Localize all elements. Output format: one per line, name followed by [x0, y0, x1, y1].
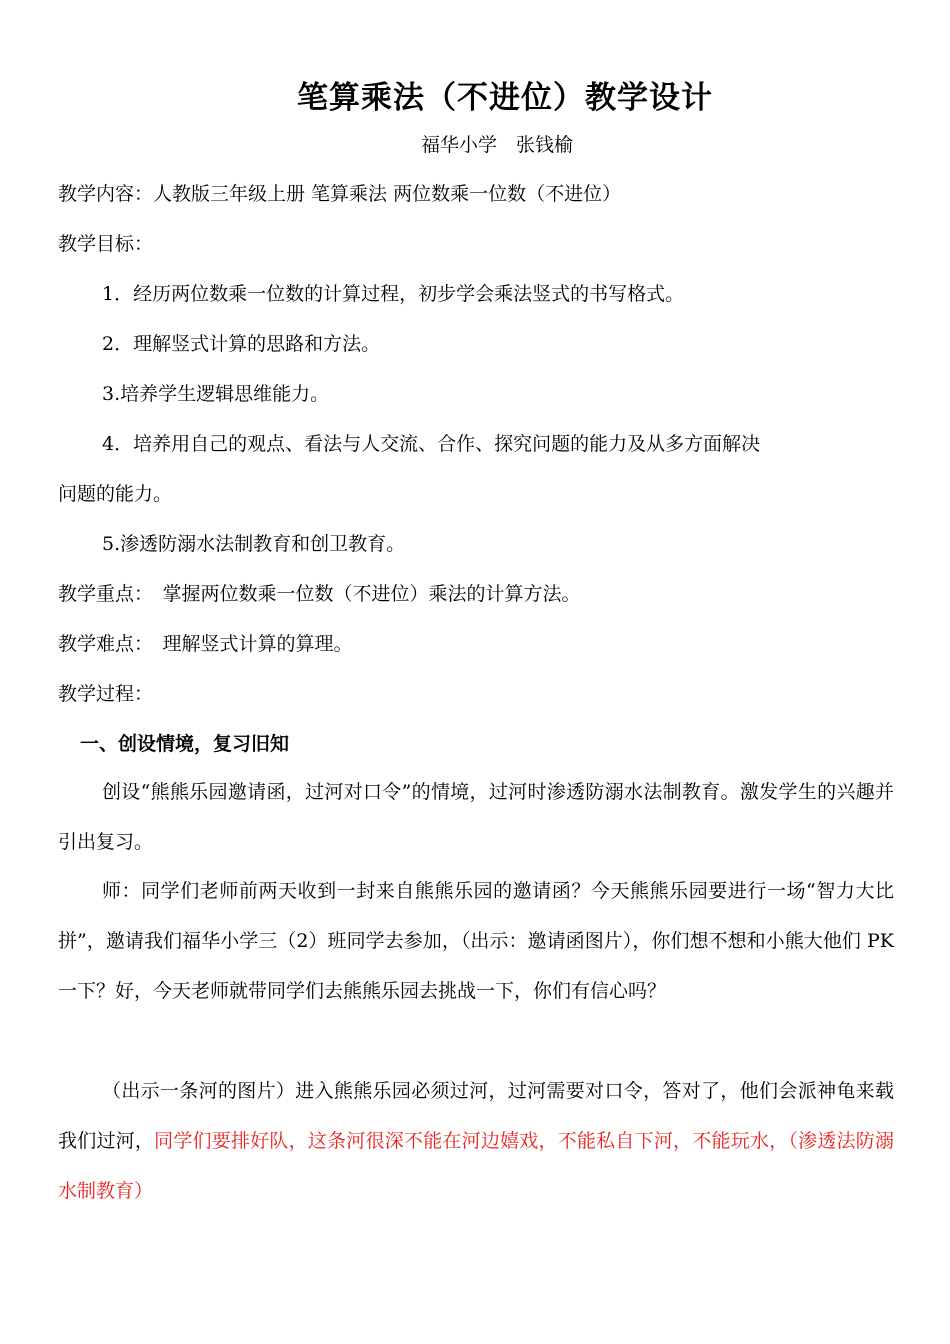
- safety-warning-text: 同学们要排好队，这条河很深不能在河边嬉戏，不能私自下河，不能玩水，（渗透法防溺水制教育）: [58, 1130, 894, 1202]
- paragraph-scenario: 创设“熊熊乐园邀请函，过河对口令”的情境，过河时渗透防溺水法制教育。激发学生的兴趣并引出复习。: [58, 781, 894, 853]
- goal-item-3: 3.培养学生逻辑思维能力。: [102, 383, 330, 405]
- goal-item-5: 5.渗透防溺水法制教育和创卫教育。: [102, 533, 406, 555]
- goal-item-2: 2．理解竖式计算的思路和方法。: [102, 333, 381, 355]
- paragraph-teacher-intro: 师：同学们老师前两天收到一封来自熊熊乐园的邀请函？今天熊熊乐园要进行一场“智力大比拼”，邀请我们福华小学三（2）班同学去参加，（出示：邀请函图片），你们想不想和小熊大他们 PK 一下？好，今天老师就带同学们去熊熊乐园去挑战一下，你们有信心吗？: [58, 880, 894, 1002]
- difficulty-line: 教学难点： 理解竖式计算的算理。: [58, 633, 353, 655]
- author-line: 福华小学 张钱榆: [420, 134, 573, 156]
- goals-heading: 教学目标：: [58, 233, 154, 255]
- goal-item-4-continued: 问题的能力。: [58, 483, 173, 505]
- river-text: （出示一条河的图片）进入熊熊乐园必须过河，过河需要对口令，答对了，他们会派神龟来载我们过河，: [58, 1080, 894, 1152]
- section-1-heading: 一、创设情境，复习旧知: [80, 733, 290, 755]
- goal-item-4: 4．培养用自己的观点、看法与人交流、合作、探究问题的能力及从多方面解决: [102, 433, 761, 455]
- teaching-content-line: 教学内容：人教版三年级上册 笔算乘法 两位数乘一位数（不进位）: [58, 183, 622, 205]
- key-point-line: 教学重点： 掌握两位数乘一位数（不进位）乘法的计算方法。: [58, 583, 581, 605]
- goal-item-1: 1．经历两位数乘一位数的计算过程，初步学会乘法竖式的书写格式。: [102, 283, 685, 305]
- process-heading: 教学过程：: [58, 683, 154, 705]
- document-title: 笔算乘法（不进位）教学设计: [297, 80, 713, 116]
- paragraph-river: [58, 1066, 894, 1216]
